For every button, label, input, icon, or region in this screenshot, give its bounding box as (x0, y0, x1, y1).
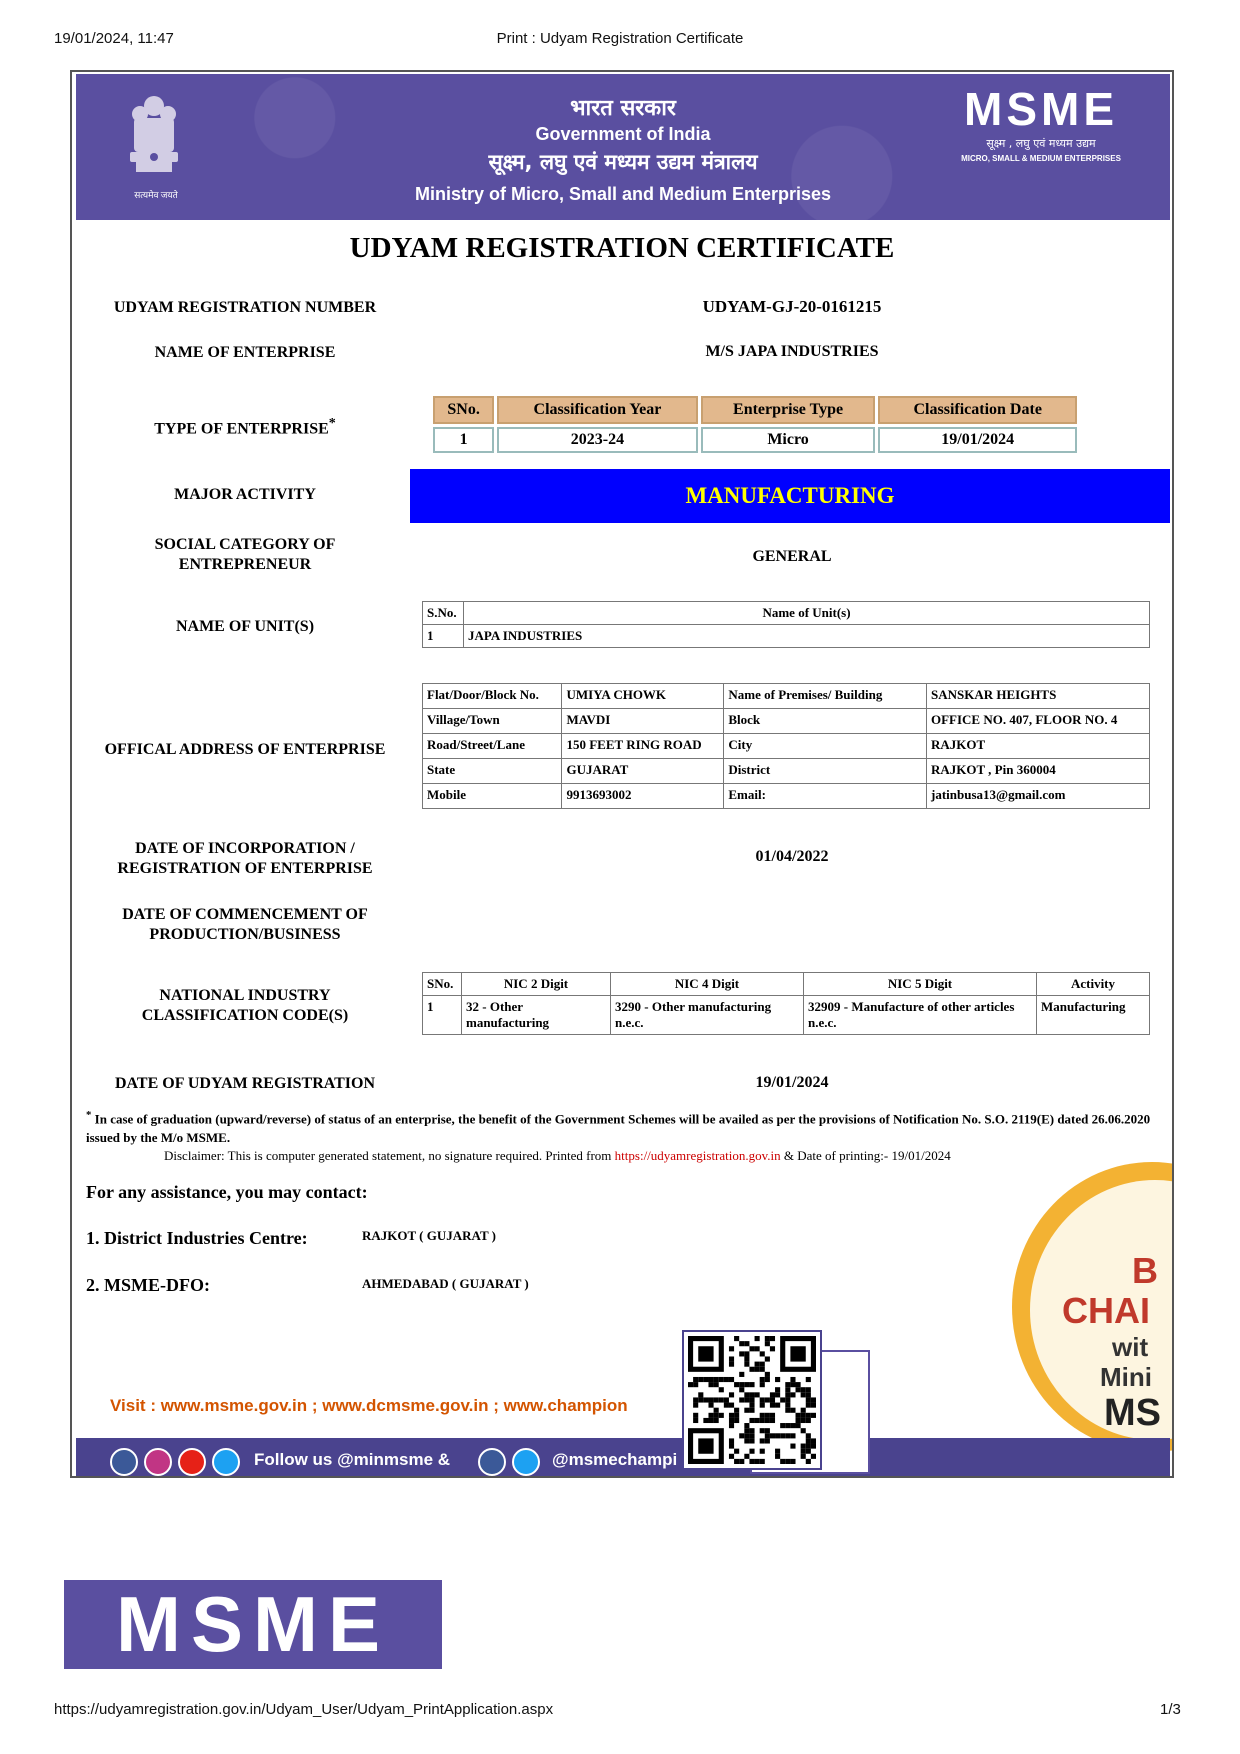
address-cell: GUJARAT (562, 759, 724, 784)
dic-value: RAJKOT ( GUJARAT ) (362, 1228, 496, 1243)
udyam-link[interactable]: https://udyamregistration.gov.in (614, 1148, 781, 1163)
address-cell: Email: (724, 784, 927, 809)
address-row (423, 709, 1150, 734)
qr-code-icon (688, 1336, 816, 1464)
address-row (423, 684, 1150, 709)
address-cell: 150 FEET RING ROAD (562, 734, 724, 759)
nic-table (422, 972, 1150, 1035)
address-cell: District (724, 759, 927, 784)
units-header-sno: S.No. (423, 602, 464, 625)
nic-header: NIC 2 Digit (462, 973, 611, 996)
twitter-icon[interactable] (212, 1448, 240, 1476)
type-header-year: Classification Year (497, 396, 698, 424)
enterprise-name: M/S JAPA INDUSTRIES (705, 343, 879, 360)
address-cell: MAVDI (562, 709, 724, 734)
address-cell: Road/Street/Lane (423, 734, 562, 759)
major-activity-value: MANUFACTURING (410, 469, 1170, 523)
nic-header: SNo. (423, 973, 462, 996)
address-cell: jatinbusa13@gmail.com (926, 784, 1149, 809)
banner-hindi-ministry: सूक्ष्म, लघु एवं मध्यम उद्यम मंत्रालय (488, 150, 758, 174)
nic-cell: 1 (423, 996, 462, 1035)
address-cell: State (423, 759, 562, 784)
address-label: OFFICAL ADDRESS OF ENTERPRISE (104, 741, 386, 758)
graduation-note: * In case of graduation (upward/reverse) of status of an enterprise, the benefit of the Government Schemes will be availed as per the provisions of Notification No. S.O. 2119(E) dated 26.06.2020 issued by the M/o MSME. (86, 1109, 1151, 1146)
dfo-value: AHMEDABAD ( GUJARAT ) (362, 1276, 529, 1291)
units-header-name: Name of Unit(s) (464, 602, 1150, 625)
address-cell: Flat/Door/Block No. (423, 684, 562, 709)
address-cell: RAJKOT , Pin 360004 (926, 759, 1149, 784)
reg-number: UDYAM-GJ-20-0161215 (702, 297, 882, 316)
badge-text-1: B (1132, 1250, 1158, 1291)
nic-cell: 32 - Other manufacturing (462, 996, 611, 1035)
page-number: 1/3 (1160, 1701, 1181, 1718)
units-cell: 1 (423, 625, 464, 648)
type-cell: 1 (433, 427, 494, 453)
address-row (423, 759, 1150, 784)
address-table (422, 683, 1150, 809)
emblem-motto: सत्यमेव जयते (134, 190, 178, 200)
msme-logo-sub: MICRO, SMALL & MEDIUM ENTERPRISES (961, 154, 1121, 163)
nic-header: NIC 5 Digit (804, 973, 1037, 996)
type-label: TYPE OF ENTERPRISE* (154, 416, 336, 438)
print-datetime: 19/01/2024, 11:47 (54, 30, 174, 47)
banner-gov-india: Government of India (535, 124, 711, 144)
address-row (423, 784, 1150, 809)
social-icons-left (110, 1448, 240, 1476)
social-footer-bar (76, 1438, 1170, 1478)
print-url: https://udyamregistration.gov.in/Udyam_User/Udyam_PrintApplication.aspx (54, 1701, 554, 1718)
address-cell: RAJKOT (926, 734, 1149, 759)
bottom-logo-text: MSME (116, 1580, 390, 1668)
nic-header: NIC 4 Digit (611, 973, 804, 996)
nic-cell: Manufacturing (1037, 996, 1150, 1035)
major-activity-label: MAJOR ACTIVITY (174, 486, 316, 503)
social-category-value: GENERAL (752, 548, 832, 565)
nic-header: Activity (1037, 973, 1150, 996)
follow-text-2: @msmechampi (552, 1450, 678, 1469)
disclaimer: Disclaimer: This is computer generated statement, no signature required. Printed from https://udyamregistration.gov.in & Date of printing:- 19/01/2024 (164, 1148, 951, 1163)
address-cell: Block (724, 709, 927, 734)
units-cell: JAPA INDUSTRIES (464, 625, 1150, 648)
banner-hindi-gov: भारत सरकार (570, 96, 676, 121)
incorporation-label: DATE OF INCORPORATION / REGISTRATION OF ENTERPRISE (117, 840, 373, 877)
type-cell: 19/01/2024 (878, 427, 1077, 453)
msme-logo-hindi: सूक्ष्म , लघु एवं मध्यम उद्यम (986, 137, 1096, 150)
print-title: Print : Udyam Registration Certificate (496, 30, 744, 47)
instagram-icon[interactable] (144, 1448, 172, 1476)
address-cell: OFFICE NO. 407, FLOOR NO. 4 (926, 709, 1149, 734)
youtube-icon[interactable] (178, 1448, 206, 1476)
type-header-type: Enterprise Type (701, 396, 876, 424)
address-cell: Village/Town (423, 709, 562, 734)
nic-label: NATIONAL INDUSTRY CLASSIFICATION CODE(S) (141, 987, 349, 1024)
msme-logo: MSME (964, 83, 1118, 135)
reg-number-label: UDYAM REGISTRATION NUMBER (113, 299, 377, 316)
type-cell: 2023-24 (497, 427, 698, 453)
type-table (430, 393, 1080, 456)
address-cell: UMIYA CHOWK (562, 684, 724, 709)
address-cell: 9913693002 (562, 784, 724, 809)
header-banner (76, 74, 1170, 220)
facebook-icon[interactable] (478, 1448, 506, 1476)
assistance-heading: For any assistance, you may contact: (86, 1182, 368, 1202)
certificate-title: UDYAM REGISTRATION CERTIFICATE (349, 232, 895, 264)
facebook-icon[interactable] (110, 1448, 138, 1476)
address-cell: Name of Premises/ Building (724, 684, 927, 709)
address-cell: Mobile (423, 784, 562, 809)
dfo-label: 2. MSME-DFO: (86, 1275, 210, 1295)
social-icons-right (478, 1448, 540, 1476)
certificate (70, 70, 1174, 1478)
nic-cell: 32909 - Manufacture of other articles n.e.c. (804, 996, 1037, 1035)
udyam-date-label: DATE OF UDYAM REGISTRATION (114, 1075, 376, 1092)
type-header-date: Classification Date (878, 396, 1077, 424)
type-cell: Micro (701, 427, 876, 453)
enterprise-name-label: NAME OF ENTERPRISE (154, 344, 336, 361)
commencement-label: DATE OF COMMENCEMENT OF PRODUCTION/BUSINESS (122, 906, 368, 943)
badge-text-2: CHAI (1062, 1290, 1150, 1331)
udyam-date: 19/01/2024 (755, 1074, 829, 1091)
address-row (423, 734, 1150, 759)
address-cell: SANSKAR HEIGHTS (926, 684, 1149, 709)
visit-websites: Visit : www.msme.gov.in ; www.dcmsme.gov.in ; www.champion (110, 1396, 628, 1415)
social-category-label: SOCIAL CATEGORY OF ENTREPRENEUR (154, 536, 336, 573)
qr-code (682, 1330, 822, 1470)
bottom-msme-logo (64, 1580, 442, 1669)
units-table (422, 601, 1150, 648)
banner-ministry: Ministry of Micro, Small and Medium Enterprises (414, 184, 832, 204)
address-cell: City (724, 734, 927, 759)
incorporation-date: 01/04/2022 (755, 848, 829, 865)
units-label: NAME OF UNIT(S) (175, 618, 315, 635)
type-header-sno: SNo. (433, 396, 494, 424)
nic-cell: 3290 - Other manufacturing n.e.c. (611, 996, 804, 1035)
badge-text-5: MS (1104, 1392, 1161, 1434)
twitter-icon[interactable] (512, 1448, 540, 1476)
badge-text-4: Mini (1100, 1362, 1152, 1392)
follow-text-1: Follow us @minmsme & (254, 1450, 451, 1469)
dic-label: 1. District Industries Centre: (86, 1228, 308, 1248)
badge-text-3: wit (1112, 1332, 1149, 1362)
